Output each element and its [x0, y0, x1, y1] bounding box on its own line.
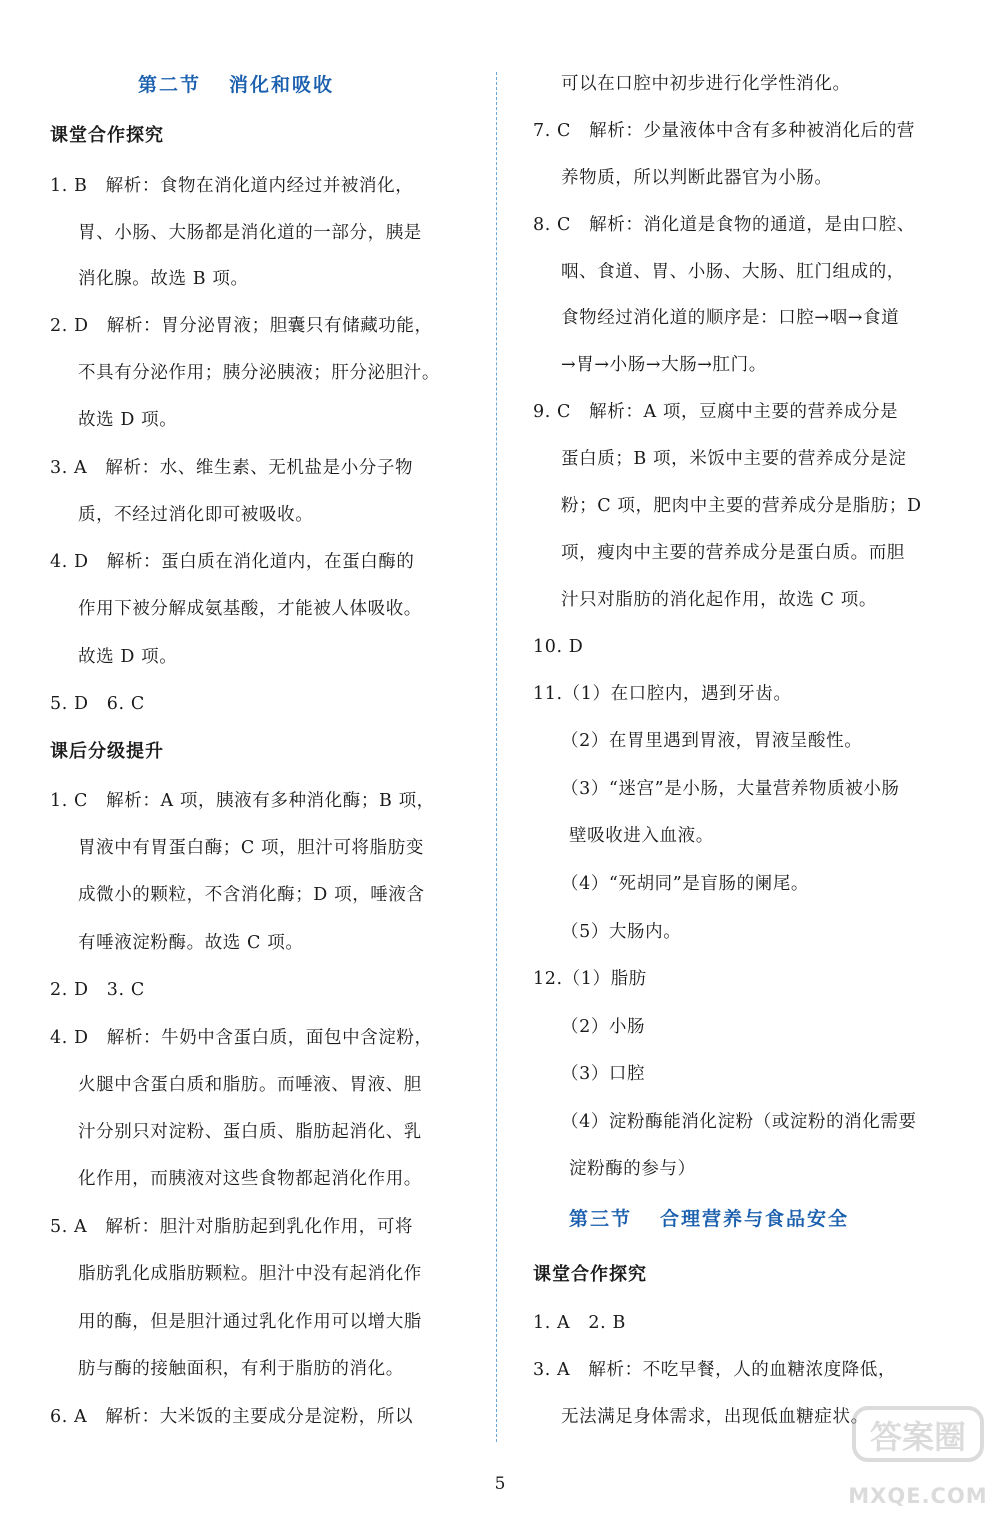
answer-line: 2. D 3. C	[50, 980, 145, 1000]
answer-line: （2）小肠	[561, 1017, 646, 1037]
answer-line: 6. A 解析：大米饭的主要成分是淀粉，所以	[50, 1407, 414, 1427]
answer-line: （4）淀粉酶能消化淀粉（或淀粉的消化需要	[561, 1112, 917, 1132]
answer-line: （2）在胃里遇到胃液，胃液呈酸性。	[561, 731, 863, 751]
heading-after-class: 课后分级提升	[50, 741, 164, 762]
answer-line: 成微小的颗粒，不含消化酶；D 项，唾液含	[78, 885, 425, 905]
answer-line: 汁只对脂肪的消化起作用，故选 C 项。	[561, 590, 877, 610]
answer-line: （3）口腔	[561, 1064, 646, 1084]
answer-line: 壁吸收进入血液。	[569, 826, 714, 846]
answer-line: 火腿中含蛋白质和脂肪。而唾液、胃液、胆	[78, 1075, 422, 1095]
section-name: 合理营养与食品安全	[660, 1208, 850, 1230]
answer-line: 用的酶，但是胆汁通过乳化作用可以增大脂	[78, 1312, 422, 1332]
section-title-digestion	[138, 72, 334, 98]
answer-line: →胃→小肠→大肠→肛门。	[561, 355, 767, 375]
column-divider	[496, 72, 497, 1442]
answer-line: 4. D 解析：牛奶中含蛋白质，面包中含淀粉，	[50, 1028, 433, 1048]
answer-line: 11.（1）在口腔内，遇到牙齿。	[533, 684, 792, 704]
answer-line: 蛋白质；B 项，米饭中主要的营养成分是淀	[561, 449, 907, 469]
answer-line: 3. A 解析：不吃早餐，人的血糖浓度降低，	[533, 1360, 897, 1380]
answer-line: 1. C 解析：A 项，胰液有多种消化酶；B 项，	[50, 791, 435, 811]
answer-line: 4. D 解析：蛋白质在消化道内，在蛋白酶的	[50, 552, 415, 572]
answer-line: 12.（1）脂肪	[533, 969, 647, 989]
answer-line: 脂肪乳化成脂肪颗粒。胆汁中没有起消化作	[78, 1264, 422, 1284]
answer-line: 作用下被分解成氨基酸，才能被人体吸收。	[78, 599, 422, 619]
section-number: 第二节	[138, 74, 202, 96]
answer-line: 咽、食道、胃、小肠、大肠、肛门组成的，	[561, 262, 905, 282]
page-number: 5	[494, 1474, 506, 1494]
answer-line: 8. C 解析：消化道是食物的通道，是由口腔、	[533, 215, 915, 235]
answer-line: （5）大肠内。	[561, 922, 682, 942]
answer-line: 5. A 解析：胆汁对脂肪起到乳化作用，可将	[50, 1217, 414, 1237]
answer-line: 2. D 解析：胃分泌胃液；胆囊只有储藏功能，	[50, 316, 433, 336]
answer-line: 汁分别只对淀粉、蛋白质、脂肪起消化、乳	[78, 1122, 422, 1142]
answer-line: 故选 D 项。	[78, 410, 178, 430]
section-number: 第三节	[569, 1208, 633, 1230]
section-title-nutrition	[569, 1206, 849, 1232]
answer-line: 3. A 解析：水、维生素、无机盐是小分子物	[50, 458, 414, 478]
answer-line: 胃液中有胃蛋白酶；C 项，胆汁可将脂肪变	[78, 838, 424, 858]
answer-line: 7. C 解析：少量液体中含有多种被消化后的营	[533, 121, 915, 141]
answer-line: 化作用，而胰液对这些食物都起消化作用。	[78, 1169, 422, 1189]
section-name: 消化和吸收	[229, 74, 335, 96]
answer-line: 9. C 解析：A 项，豆腐中主要的营养成分是	[533, 402, 899, 422]
watermark-site: MXQE.COM	[848, 1484, 988, 1508]
heading-classroom-2: 课堂合作探究	[533, 1264, 647, 1285]
answer-line: 项，瘦肉中主要的营养成分是蛋白质。而胆	[561, 543, 905, 563]
answer-line: 食物经过消化道的顺序是：口腔→咽→食道	[561, 308, 900, 328]
answer-line: 1. A 2. B	[533, 1313, 626, 1333]
watermark	[848, 1398, 988, 1508]
answer-line: 5. D 6. C	[50, 694, 145, 714]
answer-line: 可以在口腔中初步进行化学性消化。	[561, 74, 851, 94]
answer-line: 故选 D 项。	[78, 647, 178, 667]
answer-line: 养物质，所以判断此器官为小肠。	[561, 168, 833, 188]
answer-line: 质，不经过消化即可被吸收。	[78, 505, 314, 525]
answer-line: 有唾液淀粉酶。故选 C 项。	[78, 933, 304, 953]
answer-line: 淀粉酶的参与）	[569, 1159, 696, 1179]
answer-line: 肪与酶的接触面积，有利于脂肪的消化。	[78, 1359, 404, 1379]
answer-line: 胃、小肠、大肠都是消化道的一部分，胰是	[78, 223, 422, 243]
answer-line: 无法满足身体需求，出现低血糖症状。	[561, 1407, 869, 1427]
heading-classroom: 课堂合作探究	[50, 125, 164, 146]
answer-line: 消化腺。故选 B 项。	[78, 269, 249, 289]
answer-line: 粉；C 项，肥肉中主要的营养成分是脂肪；D	[561, 496, 922, 516]
answer-line: 10. D	[533, 637, 584, 657]
answer-line: 1. B 解析：食物在消化道内经过并被消化，	[50, 176, 414, 196]
answer-line: （4）“死胡同”是盲肠的阑尾。	[561, 874, 810, 894]
answer-line: 不具有分泌作用；胰分泌胰液；肝分泌胆汁。	[78, 363, 440, 383]
answer-line: （3）“迷宫”是小肠，大量营养物质被小肠	[561, 779, 900, 799]
watermark-logo-icon	[848, 1398, 988, 1468]
watermark-brand: 答案圈	[869, 1418, 967, 1456]
